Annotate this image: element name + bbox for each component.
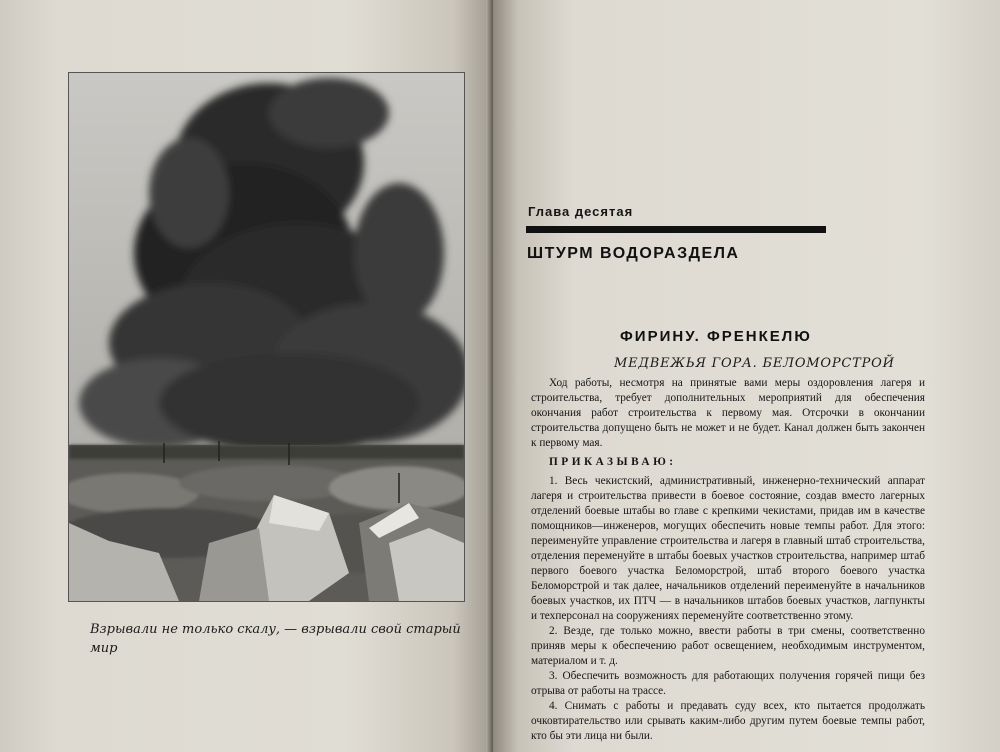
- chapter-rule: [526, 226, 826, 233]
- photo-caption: Взрывали не только скалу, — взрывали свой старый мир: [90, 622, 461, 656]
- order-point-4: 4. Снимать с работы и предавать суду всех, кто пытается продолжать очковтирательство или срывать каким-либо другим путем боевые темпы работ, кто бы эти лица ни были.: [531, 700, 925, 742]
- order-heading: ПРИКАЗЫВАЮ:: [549, 456, 677, 468]
- telegram-location: МЕДВЕЖЬЯ ГОРА. БЕЛОМОРСТРОЙ: [614, 356, 895, 371]
- chapter-label: Глава десятая: [528, 204, 634, 219]
- left-page: [0, 0, 493, 752]
- order-text: [531, 376, 925, 744]
- explosion-photo: [68, 72, 465, 602]
- paragraph-intro: Ход работы, несмотря на принятые вами меры оздоровления лагеря и строительства, требует дополнительных мероприятий для обеспечения окончания работ строительства к первому мая. Отсрочки в окончании строительства допущено быть не может и не будет. Канал должен быть закончен к первому мая.: [531, 377, 925, 449]
- order-point-1: 1. Весь чекистский, административный, инженерно-технический аппарат лагеря и строительства привести в боевое состояние, создав вместо лагерных отделений боевые штабы во главе с крепкими чекистами, придав им в качестве помощников—инженеров, могущих обеспечить новые темпы работ. Для этого: переименуйте управление строительства и лагеря в главный штаб строительства, отделения переменуйте в штабы боевых участков строительства, например штаб первого боевого участка Беломорстрой, штаб второго боевого участка Беломорстрой и так далее, начальников отделений переименуйте в начальников боевых участков, их ПТЧ — в начальников штабов боевых участков, лагпункты и техперсонал на сооружениях переменуйте соответственно этому.: [531, 475, 925, 622]
- telegram-addressee: ФИРИНУ. ФРЕНКЕЛЮ: [620, 328, 812, 345]
- order-point-3: 3. Обеспечить возможность для работающих получения горячей пищи без отрыва от работы на трассе.: [531, 670, 925, 697]
- order-point-2: 2. Везде, где только можно, ввести работы в три смены, соответственно приняв меры к обеспечению работ освещением, необходимым инструментом, материалом и т. д.: [531, 625, 925, 667]
- chapter-title: ШТУРМ ВОДОРАЗДЕЛА: [527, 245, 740, 262]
